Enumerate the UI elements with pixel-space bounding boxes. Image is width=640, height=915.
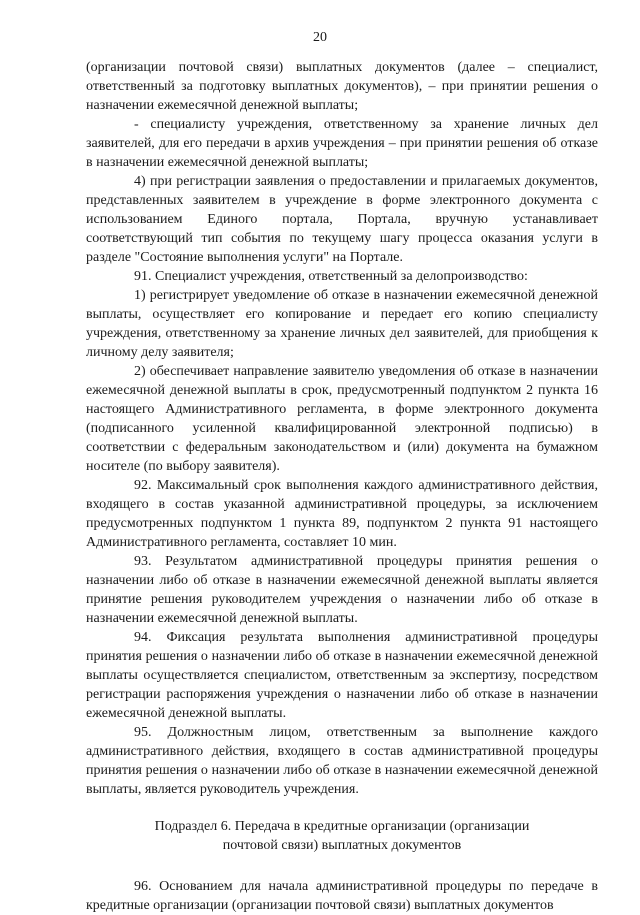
- paragraph-93: 93. Результатом административной процедуры принятия решения о назначении либо об отказе в назначении ежемесячной денежной выплаты является принятие решения руководителем учреждения о назначении либо об отказе в назначении ежемесячной денежной выплаты.: [86, 554, 598, 626]
- paragraph-92: 92. Максимальный срок выполнения каждого административного действия, входящего в состав указанной административной процедуры, за исключением предусмотренных подпунктом 1 пункта 89, подпунктом 2 пункта 91 настоящего Административного регламента, составляет 10 мин.: [86, 478, 598, 550]
- paragraph-archive-specialist: - специалисту учреждения, ответственному за хранение личных дел заявителей, для его передачи в архив учреждения – при принятии решения об отказе в назначении ежемесячной денежной выплаты;: [86, 117, 598, 170]
- subsection-heading: [86, 817, 598, 855]
- paragraph-item-4: 4) при регистрации заявления о предоставлении и прилагаемых документов, представленных заявителем в учреждение в форме электронного документа с использованием Единого портала, Портала, вручную устанавливает соответствующий тип события по текущему шагу процесса оказания услуги в разделе "Состояние выполнения услуги" на Портале.: [86, 174, 598, 265]
- paragraph-continuation: (организации почтовой связи) выплатных документов (далее – специалист, ответственный за подготовку выплатных документов), – при принятии решения о назначении ежемесячной денежной выплаты;: [86, 60, 598, 113]
- subsection-heading-line-1: Подраздел 6. Передача в кредитные организации (организации: [154, 819, 530, 834]
- page-number: 20: [313, 30, 327, 45]
- document-body: [86, 58, 598, 915]
- paragraph-96: 96. Основанием для начала административной процедуры по передаче в кредитные организации (организации почтовой связи) выплатных документов: [86, 879, 598, 913]
- paragraph-94: 94. Фиксация результата выполнения административной процедуры принятия решения о назначении либо об отказе в назначении ежемесячной денежной выплаты осуществляется специалистом, ответственным за экспертизу, посредством регистрации распоряжения учреждения о назначении либо об отказе в назначении ежемесячной денежной выплаты.: [86, 630, 598, 721]
- paragraph-91-item-1: 1) регистрирует уведомление об отказе в назначении ежемесячной денежной выплаты, осуществляет его копирование и передает его копию специалисту учреждения, ответственному за хранение личных дел заявителей, для приобщения к личному делу заявителя;: [86, 288, 598, 360]
- paragraph-91: 91. Специалист учреждения, ответственный за делопроизводство:: [134, 269, 528, 284]
- paragraph-91-item-2: 2) обеспечивает направление заявителю уведомления об отказе в назначении ежемесячной денежной выплаты в срок, предусмотренный подпунктом 2 пункта 16 настоящего Административного регламента, в форме электронного документа (подписанного усиленной квалифицированной электронной подписью) в соответствии с федеральным законодательством и (или) документа на бумажном носителе (по выбору заявителя).: [86, 364, 598, 474]
- subsection-heading-line-2: почтовой связи) выплатных документов: [222, 838, 462, 853]
- paragraph-95: 95. Должностным лицом, ответственным за выполнение каждого административного действия, входящего в состав административной процедуры принятия решения о назначении либо об отказе в назначении ежемесячной денежной выплаты, является руководитель учреждения.: [86, 725, 598, 797]
